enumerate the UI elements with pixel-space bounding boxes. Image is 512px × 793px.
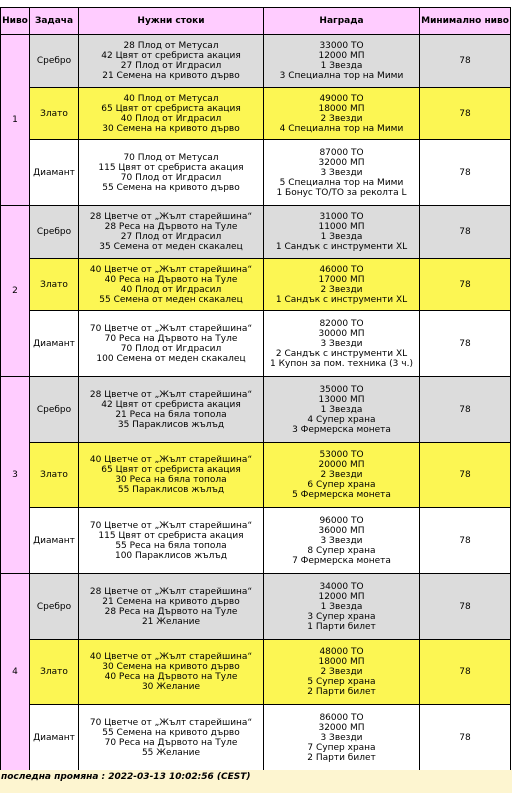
goods-line: 100 Семена от меден скакалец: [96, 353, 246, 364]
reward-line: 34000 ТО: [319, 581, 364, 592]
reward-line: 1 Бонус ТО/ТО за реколта L: [276, 187, 407, 198]
task-name-cell: Сребро: [30, 377, 79, 443]
reward-line: 1 Сандък с инструменти XL: [275, 242, 408, 252]
goods-line: 55 Параклисов жълъд: [117, 485, 225, 495]
min-level-cell: 78: [420, 35, 511, 88]
goods-line: 55 Реса на бяла топола: [115, 540, 227, 551]
reward-line: 11000 МП: [318, 222, 365, 232]
header-min-level: Минимално ниво: [420, 8, 511, 35]
table-row: [1, 377, 511, 443]
min-level-cell: 78: [420, 705, 511, 771]
reward-cell: [264, 377, 420, 443]
reward-line: 82000 ТО: [319, 318, 364, 329]
task-name-cell: Диамант: [30, 508, 79, 574]
reward-line: 18000 МП: [318, 657, 365, 667]
goods-line: 28 Цветче от „Жълт старейшина“: [89, 586, 253, 597]
goods-line: 40 Плод от Метусал: [123, 93, 219, 104]
min-level-cell: 78: [420, 140, 511, 206]
table-header-row: [1, 8, 511, 35]
goods-line: 70 Цветче от „Жълт старейшина“: [89, 717, 253, 728]
goods-cell: [79, 259, 264, 311]
reward-line: 3 Звезди: [320, 732, 363, 743]
reward-line: 1 Звезда: [320, 232, 363, 242]
goods-line: 42 Цвят от сребриста акация: [101, 51, 241, 61]
goods-line: 65 Цвят от сребриста акация: [101, 103, 241, 114]
min-level-cell: 78: [420, 508, 511, 574]
reward-line: 49000 ТО: [319, 93, 364, 104]
goods-line: 42 Цвят от сребриста акация: [101, 399, 241, 410]
table-row: [1, 443, 511, 508]
goods-line: 40 Цветче от „Жълт старейшина“: [89, 652, 253, 662]
task-name-cell: Диамант: [30, 311, 79, 377]
reward-cell: [264, 574, 420, 640]
reward-line: 32000 МП: [318, 722, 365, 733]
goods-line: 65 Цвят от сребриста акация: [101, 465, 241, 475]
goods-line: 35 Семена от меден скакалец: [99, 242, 243, 252]
goods-cell: [79, 508, 264, 574]
reward-cell: [264, 640, 420, 705]
reward-line: 2 Звезди: [320, 667, 363, 677]
reward-line: 7 Супер храна: [307, 742, 376, 753]
task-name-cell: Злато: [30, 443, 79, 508]
reward-line: 33000 ТО: [319, 41, 364, 51]
reward-line: 3 Звезди: [320, 167, 363, 178]
goods-line: 28 Реса на Дървото на Туле: [104, 222, 238, 232]
table-body: [1, 35, 511, 771]
reward-line: 5 Фермерска монета: [292, 490, 391, 500]
reward-cell: [264, 35, 420, 88]
task-name-cell: Злато: [30, 640, 79, 705]
reward-line: 12000 МП: [318, 51, 365, 61]
header-goods: Нужни стоки: [79, 8, 264, 35]
goods-line: 40 Цветче от „Жълт старейшина“: [89, 455, 253, 465]
goods-line: 28 Реса на Дървото на Туле: [104, 606, 238, 617]
reward-line: 18000 МП: [318, 103, 365, 114]
goods-line: 70 Реса на Дървото на Туле: [104, 333, 238, 344]
goods-line: 35 Параклисов жълъд: [117, 419, 225, 430]
reward-line: 2 Парти билет: [307, 687, 376, 697]
level-cell: 4: [1, 574, 30, 771]
goods-line: 70 Плод от Игдрасил: [120, 172, 222, 183]
reward-line: 1 Звезда: [320, 61, 363, 71]
goods-line: 30 Желание: [141, 682, 201, 692]
goods-line: 70 Цветче от „Жълт старейшина“: [89, 520, 253, 531]
reward-line: 31000 ТО: [319, 212, 364, 222]
reward-line: 3 Звезди: [320, 535, 363, 546]
reward-line: 35000 ТО: [319, 384, 364, 395]
reward-line: 32000 МП: [318, 157, 365, 168]
table-row: [1, 574, 511, 640]
reward-line: 20000 МП: [318, 460, 365, 470]
reward-line: 2 Звезди: [320, 470, 363, 480]
reward-cell: [264, 140, 420, 206]
min-level-cell: 78: [420, 574, 511, 640]
reward-line: 3 Супер храна: [307, 611, 376, 622]
reward-line: 1 Звезда: [320, 404, 363, 415]
task-name-cell: Сребро: [30, 35, 79, 88]
goods-line: 55 Желание: [141, 747, 201, 758]
goods-line: 55 Семена от меден скакалец: [99, 294, 243, 305]
reward-line: 5 Супер храна: [307, 677, 376, 687]
table-row: [1, 640, 511, 705]
goods-line: 70 Плод от Игдрасил: [120, 343, 222, 354]
task-name-cell: Диамант: [30, 140, 79, 206]
table-row: [1, 206, 511, 259]
reward-line: 4 Супер храна: [307, 414, 376, 425]
task-name-cell: Злато: [30, 259, 79, 311]
goods-cell: [79, 206, 264, 259]
goods-line: 28 Цветче от „Жълт старейшина“: [89, 212, 253, 222]
header-reward: Награда: [264, 8, 420, 35]
goods-line: 70 Плод от Метусал: [123, 152, 219, 163]
reward-cell: [264, 259, 420, 311]
goods-line: 40 Плод от Игдрасил: [120, 113, 222, 124]
reward-line: 2 Звезди: [320, 113, 363, 124]
reward-line: 8 Супер храна: [307, 545, 376, 556]
task-name-cell: Сребро: [30, 574, 79, 640]
reward-line: 96000 ТО: [319, 515, 364, 526]
goods-cell: [79, 640, 264, 705]
goods-line: 27 Плод от Игдрасил: [120, 61, 222, 71]
min-level-cell: 78: [420, 377, 511, 443]
reward-line: 1 Парти билет: [307, 621, 376, 632]
goods-cell: [79, 443, 264, 508]
goods-line: 40 Реса на Дървото на Туле: [104, 672, 238, 682]
min-level-cell: 78: [420, 259, 511, 311]
reward-line: 86000 ТО: [319, 712, 364, 723]
table-row: [1, 311, 511, 377]
reward-line: 36000 МП: [318, 525, 365, 536]
goods-cell: [79, 574, 264, 640]
reward-line: 13000 МП: [318, 394, 365, 405]
goods-line: 55 Семена на кривото дърво: [102, 182, 240, 193]
reward-line: 3 Звезди: [320, 338, 363, 349]
goods-line: 30 Семена на кривото дърво: [102, 662, 240, 672]
reward-line: 7 Фермерска монета: [292, 555, 391, 566]
goods-line: 27 Плод от Игдрасил: [120, 232, 222, 242]
goods-line: 21 Семена на кривото дърво: [102, 596, 240, 607]
reward-line: 87000 ТО: [319, 147, 364, 158]
tasks-table: [0, 7, 511, 771]
goods-line: 28 Плод от Метусал: [123, 41, 219, 51]
reward-cell: [264, 443, 420, 508]
goods-line: 115 Цвят от сребриста акация: [98, 162, 244, 173]
reward-line: 17000 МП: [318, 274, 365, 285]
goods-cell: [79, 140, 264, 206]
reward-line: 48000 ТО: [319, 647, 364, 657]
level-cell: 3: [1, 377, 30, 574]
task-name-cell: Сребро: [30, 206, 79, 259]
reward-line: 30000 МП: [318, 328, 365, 339]
reward-line: 53000 ТО: [319, 450, 364, 460]
goods-cell: [79, 377, 264, 443]
last-change-text: последна промяна : 2022-03-13 10:02:56 (CEST): [1, 772, 251, 782]
reward-cell: [264, 88, 420, 140]
reward-line: 1 Сандък с инструменти XL: [275, 294, 408, 305]
goods-line: 30 Семена на кривото дърво: [102, 123, 240, 134]
goods-line: 70 Цветче от „Жълт старейшина“: [89, 323, 253, 334]
reward-line: 12000 МП: [318, 591, 365, 602]
task-name-cell: Диамант: [30, 705, 79, 771]
task-name-cell: Злато: [30, 88, 79, 140]
goods-line: 40 Цветче от „Жълт старейшина“: [89, 264, 253, 275]
reward-cell: [264, 206, 420, 259]
table-row: [1, 259, 511, 311]
table-row: [1, 35, 511, 88]
goods-cell: [79, 35, 264, 88]
reward-line: 6 Супер храна: [307, 480, 376, 490]
goods-cell: [79, 88, 264, 140]
goods-line: 21 Реса на бяла топола: [115, 409, 227, 420]
reward-line: 1 Звезда: [320, 601, 363, 612]
reward-line: 2 Сандък с инструменти XL: [275, 348, 408, 359]
goods-line: 28 Цветче от „Жълт старейшина“: [89, 389, 253, 400]
reward-line: 4 Специална тор на Мими: [279, 123, 404, 134]
reward-cell: [264, 311, 420, 377]
goods-line: 21 Желание: [141, 616, 201, 627]
goods-cell: [79, 311, 264, 377]
table-row: [1, 705, 511, 771]
min-level-cell: 78: [420, 640, 511, 705]
goods-line: 30 Реса на бяла топола: [115, 475, 227, 485]
reward-line: 3 Фермерска монета: [292, 424, 391, 435]
footer: [0, 770, 512, 793]
goods-line: 40 Плод от Игдрасил: [120, 284, 222, 295]
min-level-cell: 78: [420, 443, 511, 508]
goods-line: 70 Реса на Дървото на Туле: [104, 737, 238, 748]
reward-line: 5 Специална тор на Мими: [279, 177, 404, 188]
goods-line: 115 Цвят от сребриста акация: [98, 530, 244, 541]
goods-line: 100 Параклисов жълъд: [114, 550, 227, 561]
level-cell: 2: [1, 206, 30, 377]
level-cell: 1: [1, 35, 30, 206]
reward-line: 2 Звезди: [320, 284, 363, 295]
header-task: Задача: [30, 8, 79, 35]
reward-cell: [264, 705, 420, 771]
table-row: [1, 140, 511, 206]
reward-line: 3 Специална тор на Мими: [279, 71, 404, 81]
reward-line: 1 Купон за пом. техника (3 ч.): [270, 358, 413, 369]
table-row: [1, 88, 511, 140]
reward-cell: [264, 508, 420, 574]
goods-line: 21 Семена на кривото дърво: [102, 71, 240, 81]
min-level-cell: 78: [420, 88, 511, 140]
reward-line: 46000 ТО: [319, 264, 364, 275]
min-level-cell: 78: [420, 206, 511, 259]
goods-line: 55 Семена на кривото дърво: [102, 727, 240, 738]
goods-line: 40 Реса на Дървото на Туле: [104, 274, 238, 285]
header-level: Ниво: [1, 8, 30, 35]
goods-cell: [79, 705, 264, 771]
min-level-cell: 78: [420, 311, 511, 377]
table-row: [1, 508, 511, 574]
reward-line: 2 Парти билет: [307, 752, 376, 763]
